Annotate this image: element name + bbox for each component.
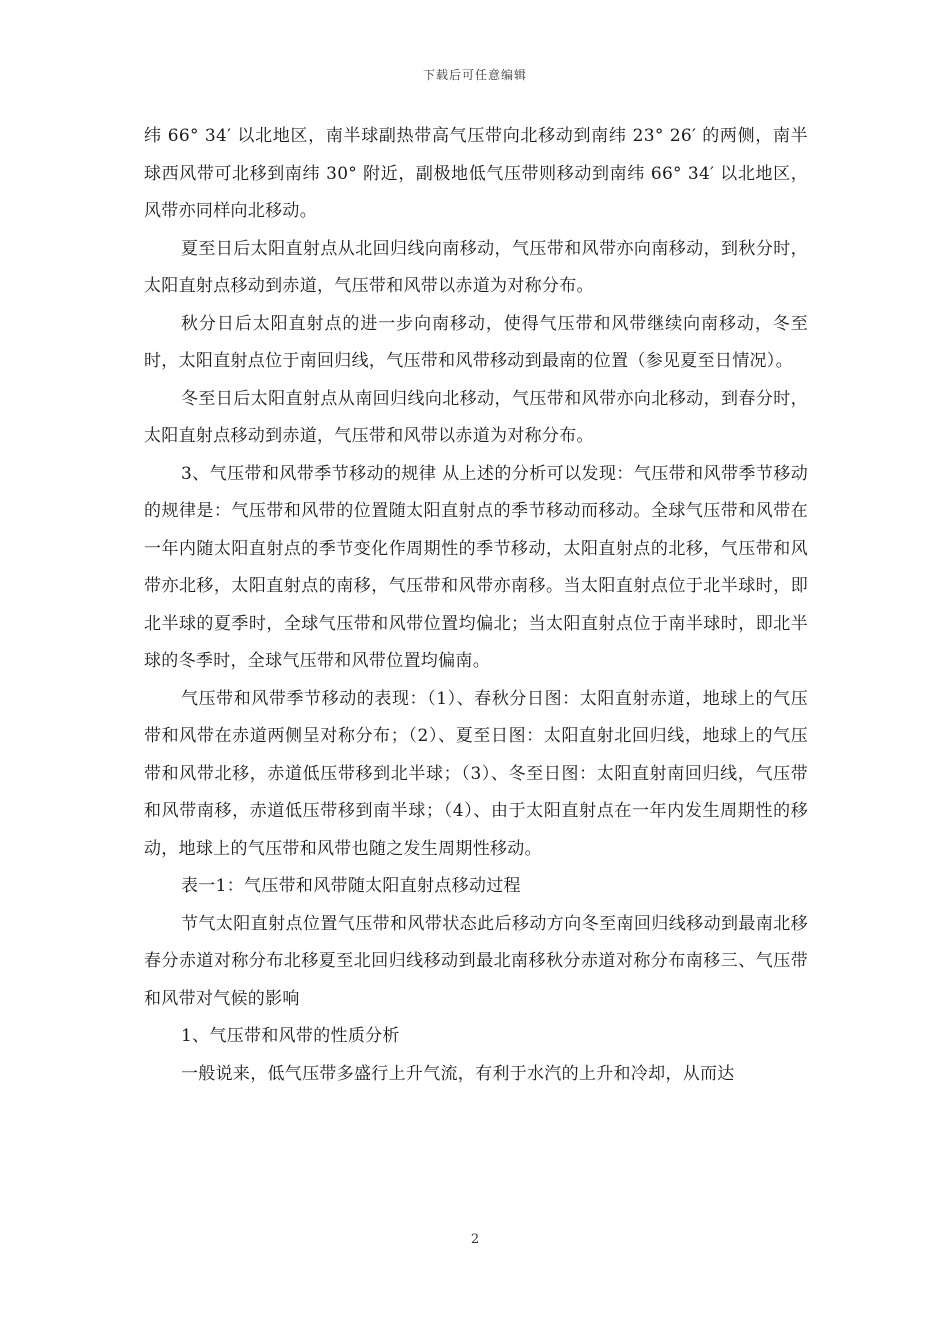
paragraph-4: 冬至日后太阳直射点从南回归线向北移动，气压带和风带亦向北移动，到春分时，太阳直射点移动到赤道，气压带和风带以赤道为对称分布。 [144,388,808,446]
paragraph-1: 纬 66° 34′ 以北地区，南半球副热带高气压带向北移动到南纬 23° 26′ 的两侧，南半球西风带可北移到南纬 30° 附近，副极地低气压带则移动到南纬 66° 34′ 以北地区，风带亦同样向北移动。 [144,126,808,221]
page-number: 2 [470,1232,480,1247]
document-body [144,118,808,1093]
paragraph-8: 节气太阳直射点位置气压带和风带状态此后移动方向冬至南回归线移动到最南北移春分赤道对称分布北移夏至北回归线移动到最北南移秋分赤道对称分布南移三、气压带和风带对气候的影响 [144,913,808,1009]
paragraph-10: 一般说来，低气压带多盛行上升气流，有利于水汽的上升和冷却，从而达 [181,1063,735,1084]
paragraph-3: 秋分日后太阳直射点的进一步向南移动，使得气压带和风带继续向南移动，冬至时，太阳直射点位于南回归线，气压带和风带移动到最南的位置（参见夏至日情况）。 [144,313,808,371]
paragraph-5: 3、气压带和风带季节移动的规律 从上述的分析可以发现：气压带和风带季节移动的规律是：气压带和风带的位置随太阳直射点的季节移动而移动。全球气压带和风带在一年内随太阳直射点的季节变化作周期性的季节移动，太阳直射点的北移，气压带和风带亦北移，太阳直射点的南移，气压带和风带亦南移。当太阳直射点位于北半球时，即北半球的夏季时，全球气压带和风带位置均偏北；当太阳直射点位于南半球时，即北半球的冬季时，全球气压带和风带位置均偏南。 [144,463,808,671]
section-heading: 1、气压带和风带的性质分析 [181,1026,400,1046]
paragraph-6: 气压带和风带季节移动的表现：（1）、春秋分日图：太阳直射赤道，地球上的气压带和风带在赤道两侧呈对称分布；（2）、夏至日图：太阳直射北回归线，地球上的气压带和风带北移，赤道低压带移到北半球；（3）、冬至日图：太阳直射南回归线，气压带和风带南移，赤道低压带移到南半球；（4）、由于太阳直射点在一年内发生周期性的移动，地球上的气压带和风带也随之发生周期性移动。 [144,688,808,859]
page-header: 下载后可任意编辑 [422,68,527,82]
paragraph-2: 夏至日后太阳直射点从北回归线向南移动，气压带和风带亦向南移动，到秋分时，太阳直射点移动到赤道，气压带和风带以赤道为对称分布。 [144,238,808,296]
table-caption: 表一1：气压带和风带随太阳直射点移动过程 [181,876,521,896]
